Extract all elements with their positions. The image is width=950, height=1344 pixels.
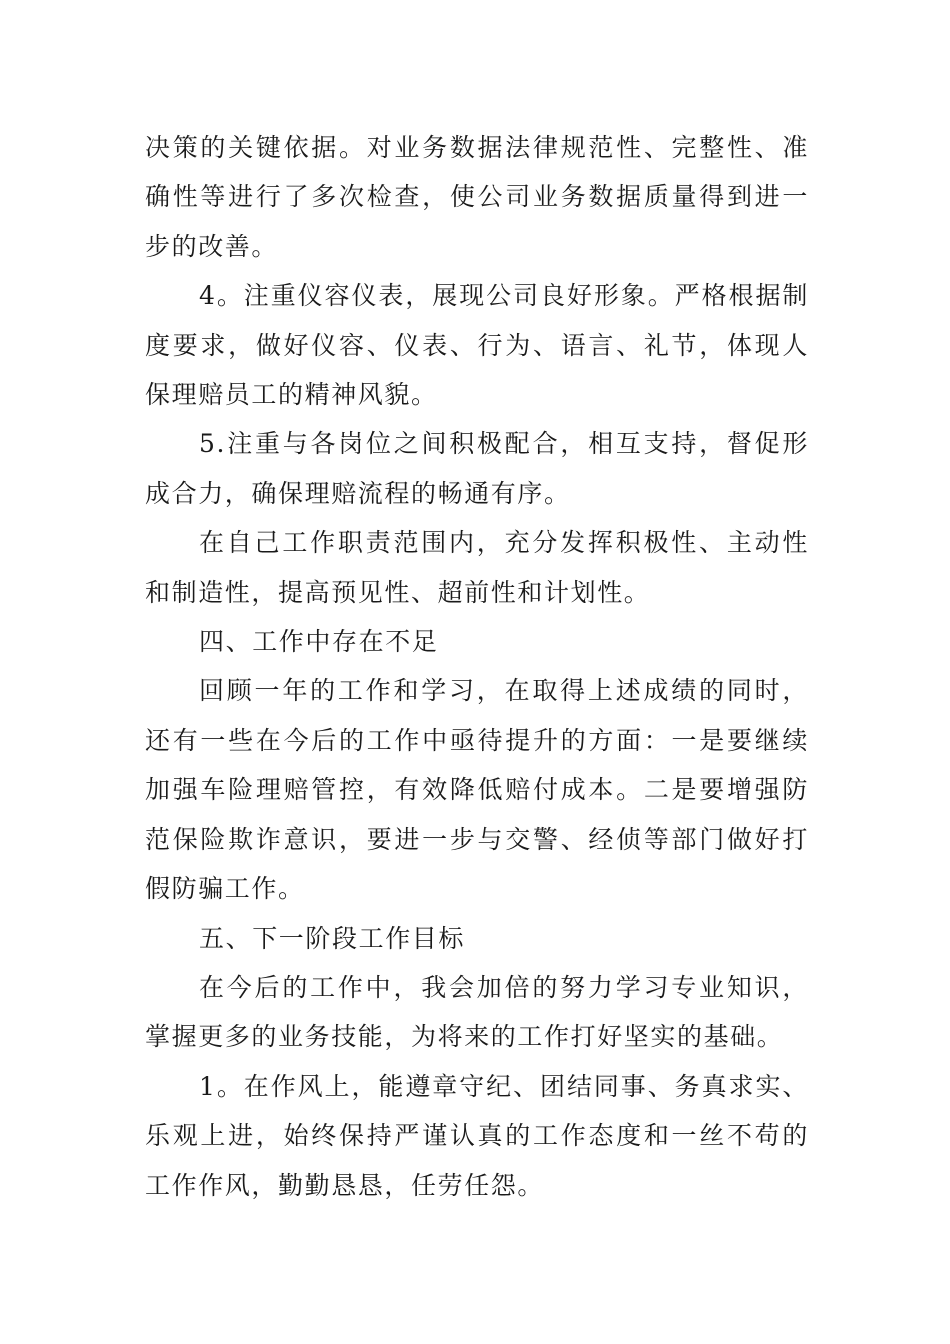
section-heading-shortcomings: 四、工作中存在不足	[199, 627, 439, 657]
document-page	[145, 123, 809, 1210]
paragraph-summary: 在自己工作职责范围内，充分发挥积极性、主动性和制造性，提高预见性、超前性和计划性。	[145, 528, 809, 607]
section-heading-goals: 五、下一阶段工作目标	[199, 923, 466, 953]
paragraph-goals-intro: 在今后的工作中，我会加倍的努力学习专业知识，掌握更多的业务技能，为将来的工作打好坚实的基础。	[145, 972, 809, 1052]
paragraph-continuation: 决策的关键依据。对业务数据法律规范性、完整性、准确性等进行了多次检查，使公司业务数据质量得到进一步的改善。	[145, 133, 809, 261]
paragraph-item-5: 5.注重与各岗位之间积极配合，相互支持，督促形成合力，确保理赔流程的畅通有序。	[145, 429, 809, 508]
paragraph-shortcomings: 回顾一年的工作和学习，在取得上述成绩的同时，还有一些在今后的工作中亟待提升的方面：一是要继续加强车险理赔管控，有效降低赔付成本。二是要增强防范保险欺诈意识，要进一步与交警、经侦等部门做好打假防骗工作。	[145, 676, 809, 904]
paragraph-item-4: 4。注重仪容仪表，展现公司良好形象。严格根据制度要求，做好仪容、仪表、行为、语言、礼节，体现人保理赔员工的精神风貌。	[145, 281, 809, 410]
paragraph-goal-1: 1。在作风上，能遵章守纪、团结同事、务真求实、乐观上进，始终保持严谨认真的工作态度和一丝不苟的工作作风，勤勤恳恳，任劳任怨。	[145, 1071, 809, 1200]
